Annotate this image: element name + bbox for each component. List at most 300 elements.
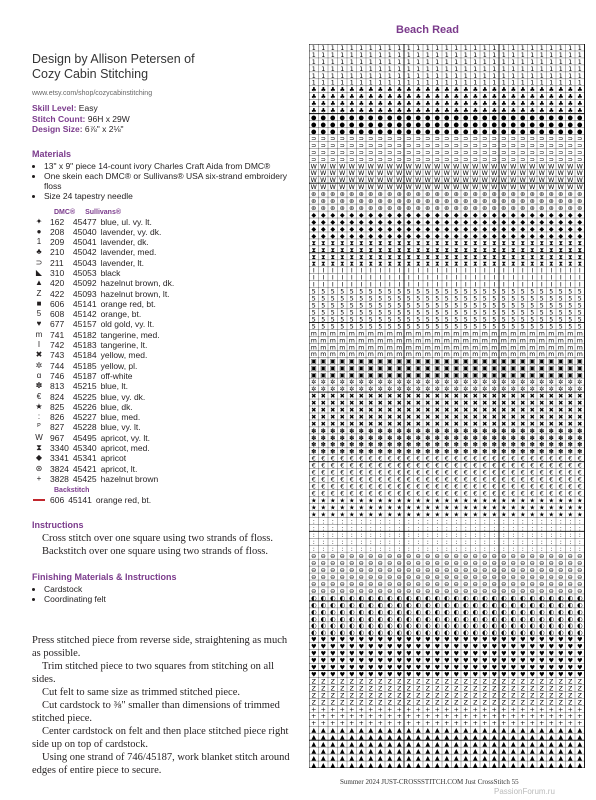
chart-stitch-13: ✖	[501, 400, 506, 407]
chart-stitch-14: ✽	[406, 449, 411, 456]
chart-stitch-3: ⊃	[539, 156, 544, 163]
key-symbol-icon: ●	[32, 227, 50, 237]
chart-stitch-10: m	[453, 330, 459, 337]
chart-stitch-1: ♣	[444, 108, 450, 115]
chart-stitch-13: ✖	[444, 393, 449, 400]
chart-stitch-5: ⊛	[330, 191, 335, 198]
chart-stitch-10: m	[415, 330, 421, 337]
chart-stitch-3: ⊃	[492, 135, 497, 142]
chart-stitch-1: ♣	[330, 101, 336, 108]
chart-stitch-15: €	[464, 463, 468, 470]
chart-stitch-3: ⊃	[549, 135, 554, 142]
chart-stitch-18: ⊖	[349, 553, 354, 560]
chart-stitch-0: 1	[416, 45, 420, 52]
chart-stitch-0: 1	[321, 45, 325, 52]
chart-stitch-17: :	[341, 532, 343, 539]
table-row: ♣ 210 45042 lavender, med.	[32, 247, 178, 257]
chart-stitch-14: ✽	[378, 449, 383, 456]
chart-stitch-15: €	[559, 456, 563, 463]
chart-stitch-4: W	[415, 163, 421, 170]
chart-stitch-6: ◆	[473, 212, 478, 219]
chart-stitch-4: W	[330, 163, 336, 170]
chart-stitch-13: ✖	[549, 400, 554, 407]
chart-stitch-13: ✖	[378, 407, 383, 414]
chart-stitch-18: ⊖	[359, 581, 364, 588]
chart-stitch-4: W	[368, 184, 374, 191]
chart-stitch-3: ⊃	[454, 156, 459, 163]
chart-stitch-2: ●	[359, 115, 365, 122]
chart-stitch-19: ◐	[539, 595, 545, 602]
chart-stitch-18: ⊖	[368, 574, 373, 581]
chart-stitch-23: ▲	[558, 727, 563, 734]
chart-stitch-10: m	[472, 351, 478, 358]
chart-stitch-15: €	[388, 483, 392, 490]
chart-stitch-0: 1	[321, 59, 325, 66]
chart-stitch-15: €	[464, 490, 468, 497]
chart-stitch-23: ▲	[416, 727, 421, 734]
chart-stitch-19: ◐	[520, 595, 526, 602]
chart-stitch-3: ⊃	[406, 142, 411, 149]
chart-stitch-10: m	[529, 330, 535, 337]
chart-stitch-6: ◆	[321, 233, 326, 240]
chart-stitch-17: :	[417, 539, 419, 546]
chart-stitch-15: €	[530, 456, 534, 463]
chart-stitch-7: ⧗	[359, 254, 363, 261]
chart-stitch-10: m	[349, 351, 355, 358]
chart-stitch-4: W	[425, 163, 431, 170]
chart-stitch-9: 5	[416, 302, 420, 309]
chart-stitch-0: 1	[492, 80, 496, 87]
chart-stitch-19: ◐	[340, 623, 346, 630]
chart-stitch-0: 1	[369, 59, 373, 66]
chart-stitch-3: ⊃	[387, 142, 392, 149]
chart-stitch-10: m	[444, 337, 450, 344]
chart-stitch-6: ◆	[340, 212, 345, 219]
chart-stitch-9: 5	[511, 309, 515, 316]
key-symbol-icon: ɑ	[32, 371, 50, 381]
chart-stitch-20: ♥	[472, 651, 478, 658]
chart-stitch-12: ✲	[340, 379, 345, 386]
chart-stitch-23: ▲	[558, 755, 563, 762]
chart-stitch-13: ✖	[321, 407, 326, 414]
chart-stitch-0: 1	[331, 66, 335, 73]
chart-stitch-20: ♥	[406, 664, 412, 671]
chart-stitch-16: ★	[349, 511, 355, 518]
chart-stitch-1: ♣	[558, 87, 564, 94]
chart-stitch-20: ♥	[425, 658, 431, 665]
chart-stitch-11: ▣	[311, 365, 317, 372]
chart-stitch-23: ▲	[577, 748, 582, 755]
chart-stitch-14: ✽	[549, 449, 554, 456]
chart-stitch-6: ◆	[416, 226, 421, 233]
chart-stitch-15: €	[559, 490, 563, 497]
chart-stitch-6: ◆	[501, 233, 506, 240]
chart-stitch-20: ♥	[415, 658, 421, 665]
chart-stitch-11: ▣	[548, 372, 554, 379]
chart-stitch-9: 5	[445, 309, 449, 316]
chart-stitch-12: ✲	[520, 379, 525, 386]
chart-stitch-15: €	[492, 477, 496, 484]
chart-stitch-13: ✖	[482, 400, 487, 407]
chart-stitch-10: m	[577, 344, 583, 351]
chart-stitch-21: Z	[397, 678, 401, 685]
chart-stitch-16: ★	[463, 497, 469, 504]
chart-stitch-13: ✖	[349, 421, 354, 428]
chart-stitch-16: ★	[349, 504, 355, 511]
chart-stitch-9: 5	[540, 309, 544, 316]
chart-stitch-10: m	[548, 337, 554, 344]
chart-stitch-22: +	[387, 706, 392, 713]
chart-stitch-4: W	[510, 184, 516, 191]
chart-stitch-22: +	[444, 706, 449, 713]
chart-stitch-0: 1	[435, 59, 439, 66]
chart-stitch-19: ◐	[416, 616, 422, 623]
chart-stitch-6: ◆	[549, 212, 554, 219]
chart-stitch-5: ⊛	[568, 205, 573, 212]
chart-stitch-9: 5	[359, 309, 363, 316]
chart-stitch-6: ◆	[444, 226, 449, 233]
chart-stitch-1: ♣	[548, 87, 554, 94]
chart-stitch-10: m	[349, 344, 355, 351]
chart-stitch-0: 1	[426, 80, 430, 87]
chart-stitch-5: ⊛	[359, 205, 364, 212]
chart-stitch-3: ⊃	[558, 135, 563, 142]
chart-stitch-13: ✖	[482, 407, 487, 414]
chart-stitch-23: ▲	[425, 727, 430, 734]
chart-stitch-0: 1	[568, 59, 572, 66]
chart-stitch-6: ◆	[511, 226, 516, 233]
chart-stitch-5: ⊛	[321, 191, 326, 198]
chart-stitch-2: ●	[463, 115, 469, 122]
chart-stitch-15: €	[492, 470, 496, 477]
chart-stitch-3: ⊃	[397, 135, 402, 142]
chart-stitch-1: ♣	[548, 108, 554, 115]
chart-stitch-13: ✖	[387, 421, 392, 428]
chart-stitch-23: ▲	[511, 762, 516, 768]
chart-stitch-6: ◆	[368, 233, 373, 240]
chart-stitch-16: ★	[558, 511, 564, 518]
table-row: ◣ 310 45053 black	[32, 268, 178, 278]
chart-stitch-9: 5	[559, 309, 563, 316]
chart-stitch-14: ✽	[378, 435, 383, 442]
chart-stitch-13: ✖	[368, 421, 373, 428]
chart-stitch-11: ▣	[330, 372, 336, 379]
chart-stitch-6: ◆	[416, 233, 421, 240]
chart-stitch-18: ⊖	[406, 560, 411, 567]
chart-stitch-21: Z	[321, 699, 325, 706]
chart-stitch-2: ●	[539, 121, 545, 128]
chart-stitch-13: ✖	[368, 400, 373, 407]
chart-stitch-19: ◐	[539, 630, 545, 637]
chart-stitch-11: ▣	[444, 365, 450, 372]
chart-stitch-23: ▲	[311, 748, 316, 755]
chart-stitch-2: ●	[444, 115, 450, 122]
chart-stitch-13: ✖	[568, 407, 573, 414]
chart-stitch-3: ⊃	[549, 149, 554, 156]
chart-stitch-20: ♥	[520, 664, 526, 671]
chart-stitch-7: ⧗	[464, 261, 468, 268]
chart-stitch-15: €	[340, 477, 344, 484]
chart-stitch-14: ✽	[558, 428, 563, 435]
chart-stitch-8: I	[493, 268, 495, 275]
chart-stitch-20: ♥	[320, 658, 326, 665]
chart-stitch-21: Z	[416, 692, 420, 699]
chart-stitch-15: €	[426, 456, 430, 463]
chart-stitch-12: ✲	[321, 379, 326, 386]
chart-stitch-8: I	[541, 268, 543, 275]
chart-stitch-9: 5	[350, 316, 354, 323]
chart-stitch-12: ✲	[473, 379, 478, 386]
chart-stitch-4: W	[406, 170, 412, 177]
chart-stitch-8: I	[522, 275, 524, 282]
chart-stitch-14: ✽	[321, 428, 326, 435]
chart-stitch-23: ▲	[378, 741, 383, 748]
chart-stitch-23: ▲	[387, 762, 392, 768]
chart-stitch-4: W	[406, 184, 412, 191]
chart-stitch-11: ▣	[349, 358, 355, 365]
chart-stitch-11: ▣	[520, 358, 526, 365]
chart-stitch-19: ◐	[530, 616, 536, 623]
chart-stitch-15: €	[407, 477, 411, 484]
chart-stitch-20: ♥	[491, 637, 497, 644]
key-symbol-icon: W	[32, 433, 50, 443]
chart-stitch-16: ★	[368, 511, 374, 518]
chart-stitch-22: +	[549, 713, 554, 720]
chart-stitch-17: :	[379, 539, 381, 546]
chart-stitch-3: ⊃	[539, 142, 544, 149]
chart-stitch-9: 5	[397, 309, 401, 316]
chart-stitch-20: ♥	[558, 644, 564, 651]
chart-stitch-19: ◐	[492, 595, 498, 602]
chart-stitch-23: ▲	[359, 727, 364, 734]
chart-stitch-10: m	[577, 330, 583, 337]
chart-stitch-11: ▣	[577, 358, 583, 365]
chart-stitch-22: +	[539, 713, 544, 720]
chart-stitch-7: ⧗	[464, 247, 468, 254]
chart-stitch-9: 5	[559, 323, 563, 330]
chart-stitch-8: I	[512, 268, 514, 275]
chart-stitch-1: ♣	[377, 108, 383, 115]
chart-stitch-0: 1	[407, 80, 411, 87]
chart-stitch-5: ⊛	[454, 198, 459, 205]
chart-stitch-23: ▲	[397, 755, 402, 762]
chart-stitch-9: 5	[407, 323, 411, 330]
chart-stitch-7: ⧗	[359, 240, 363, 247]
chart-stitch-2: ●	[473, 115, 479, 122]
chart-stitch-2: ●	[558, 128, 564, 135]
chart-stitch-15: €	[378, 456, 382, 463]
chart-stitch-13: ✖	[321, 421, 326, 428]
chart-stitch-5: ⊛	[349, 198, 354, 205]
chart-stitch-4: W	[491, 184, 497, 191]
chart-stitch-12: ✲	[501, 379, 506, 386]
chart-stitch-17: :	[427, 518, 429, 525]
chart-stitch-3: ⊃	[549, 142, 554, 149]
chart-stitch-3: ⊃	[492, 156, 497, 163]
chart-stitch-17: :	[455, 532, 457, 539]
chart-stitch-4: W	[387, 163, 393, 170]
chart-stitch-19: ◐	[549, 602, 555, 609]
chart-stitch-21: Z	[511, 699, 515, 706]
chart-stitch-20: ♥	[349, 651, 355, 658]
chart-stitch-4: W	[444, 177, 450, 184]
chart-stitch-18: ⊖	[501, 553, 506, 560]
chart-stitch-0: 1	[540, 66, 544, 73]
chart-stitch-23: ▲	[444, 741, 449, 748]
chart-stitch-1: ♣	[453, 101, 459, 108]
chart-stitch-2: ●	[577, 115, 583, 122]
chart-stitch-15: €	[445, 477, 449, 484]
chart-stitch-7: ⧗	[350, 254, 354, 261]
chart-stitch-12: ✲	[387, 379, 392, 386]
chart-stitch-0: 1	[559, 66, 563, 73]
chart-stitch-9: 5	[473, 296, 477, 303]
chart-stitch-20: ♥	[415, 644, 421, 651]
chart-stitch-0: 1	[340, 52, 344, 59]
chart-stitch-10: m	[311, 337, 317, 344]
chart-stitch-9: 5	[464, 323, 468, 330]
chart-stitch-21: Z	[511, 692, 515, 699]
chart-stitch-4: W	[510, 170, 516, 177]
chart-stitch-14: ✽	[330, 449, 335, 456]
chart-stitch-15: €	[321, 490, 325, 497]
chart-stitch-6: ◆	[577, 226, 582, 233]
chart-stitch-5: ⊛	[530, 198, 535, 205]
chart-stitch-2: ●	[482, 128, 488, 135]
chart-stitch-4: W	[501, 184, 507, 191]
chart-stitch-18: ⊖	[530, 567, 535, 574]
chart-stitch-11: ▣	[539, 358, 545, 365]
chart-stitch-5: ⊛	[416, 198, 421, 205]
chart-stitch-7: ⧗	[578, 254, 582, 261]
chart-stitch-16: ★	[330, 511, 336, 518]
chart-stitch-16: ★	[434, 504, 440, 511]
chart-stitch-19: ◐	[378, 609, 384, 616]
chart-stitch-20: ♥	[501, 637, 507, 644]
chart-stitch-0: 1	[540, 45, 544, 52]
chart-stitch-19: ◐	[501, 630, 507, 637]
chart-stitch-9: 5	[445, 316, 449, 323]
chart-stitch-19: ◐	[501, 602, 507, 609]
chart-stitch-11: ▣	[577, 372, 583, 379]
chart-stitch-6: ◆	[387, 212, 392, 219]
chart-stitch-5: ⊛	[406, 191, 411, 198]
chart-stitch-3: ⊃	[425, 156, 430, 163]
chart-stitch-7: ⧗	[378, 240, 382, 247]
chart-stitch-2: ●	[321, 128, 327, 135]
chart-stitch-3: ⊃	[511, 156, 516, 163]
chart-stitch-23: ▲	[520, 741, 525, 748]
chart-stitch-9: 5	[378, 309, 382, 316]
chart-stitch-15: €	[369, 456, 373, 463]
chart-stitch-23: ▲	[311, 741, 316, 748]
chart-stitch-10: m	[491, 330, 497, 337]
chart-stitch-0: 1	[454, 73, 458, 80]
chart-stitch-16: ★	[377, 504, 383, 511]
chart-stitch-3: ⊃	[511, 135, 516, 142]
chart-stitch-0: 1	[312, 52, 316, 59]
chart-stitch-15: €	[549, 477, 553, 484]
chart-stitch-9: 5	[397, 289, 401, 296]
chart-stitch-6: ◆	[444, 212, 449, 219]
chart-stitch-17: :	[531, 525, 533, 532]
chart-stitch-1: ♣	[463, 108, 469, 115]
chart-stitch-3: ⊃	[473, 135, 478, 142]
chart-stitch-14: ✽	[444, 428, 449, 435]
chart-stitch-18: ⊖	[349, 574, 354, 581]
chart-stitch-4: W	[453, 184, 459, 191]
table-row: : 826 45227 blue, med.	[32, 412, 178, 422]
chart-stitch-7: ⧗	[321, 254, 325, 261]
chart-stitch-13: ✖	[397, 407, 402, 414]
chart-stitch-19: ◐	[473, 602, 479, 609]
chart-stitch-15: €	[578, 470, 582, 477]
chart-stitch-20: ♥	[539, 664, 545, 671]
key-symbol-icon: 5	[32, 309, 50, 319]
chart-stitch-18: ⊖	[330, 574, 335, 581]
chart-stitch-10: m	[387, 344, 393, 351]
chart-stitch-9: 5	[559, 316, 563, 323]
chart-stitch-4: W	[539, 177, 545, 184]
chart-stitch-3: ⊃	[378, 149, 383, 156]
chart-stitch-13: ✖	[349, 407, 354, 414]
chart-stitch-1: ♣	[567, 94, 573, 101]
chart-stitch-0: 1	[511, 73, 515, 80]
chart-stitch-10: m	[311, 330, 317, 337]
designer-url[interactable]: www.etsy.com/shop/cozycabinstitching	[32, 90, 292, 97]
chart-stitch-15: €	[568, 463, 572, 470]
chart-stitch-19: ◐	[397, 602, 403, 609]
chart-stitch-20: ♥	[434, 658, 440, 665]
chart-stitch-2: ●	[577, 121, 583, 128]
chart-stitch-23: ▲	[349, 734, 354, 741]
chart-stitch-14: ✽	[368, 449, 373, 456]
chart-stitch-14: ✽	[387, 449, 392, 456]
chart-stitch-19: ◐	[425, 630, 431, 637]
chart-stitch-20: ♥	[320, 671, 326, 678]
chart-stitch-18: ⊖	[378, 560, 383, 567]
chart-stitch-13: ✖	[340, 407, 345, 414]
chart-stitch-13: ✖	[397, 414, 402, 421]
chart-stitch-17: :	[341, 546, 343, 553]
chart-stitch-20: ♥	[577, 651, 583, 658]
chart-stitch-14: ✽	[378, 442, 383, 449]
chart-stitch-19: ◐	[378, 595, 384, 602]
chart-stitch-0: 1	[350, 45, 354, 52]
chart-stitch-11: ▣	[396, 358, 402, 365]
chart-stitch-9: 5	[359, 289, 363, 296]
chart-stitch-8: I	[417, 275, 419, 282]
chart-stitch-15: €	[359, 470, 363, 477]
chart-stitch-23: ▲	[368, 734, 373, 741]
chart-stitch-0: 1	[502, 59, 506, 66]
chart-stitch-10: m	[482, 337, 488, 344]
chart-stitch-4: W	[567, 184, 573, 191]
chart-stitch-21: Z	[331, 678, 335, 685]
chart-stitch-21: Z	[426, 699, 430, 706]
chart-stitch-0: 1	[359, 59, 363, 66]
chart-stitch-6: ◆	[568, 219, 573, 226]
chart-stitch-22: +	[330, 713, 335, 720]
chart-stitch-0: 1	[350, 80, 354, 87]
chart-stitch-1: ♣	[482, 94, 488, 101]
chart-stitch-23: ▲	[321, 734, 326, 741]
chart-stitch-4: W	[387, 170, 393, 177]
chart-stitch-19: ◐	[568, 602, 574, 609]
chart-stitch-14: ✽	[577, 449, 582, 456]
chart-stitch-1: ♣	[510, 87, 516, 94]
chart-stitch-17: :	[465, 518, 467, 525]
